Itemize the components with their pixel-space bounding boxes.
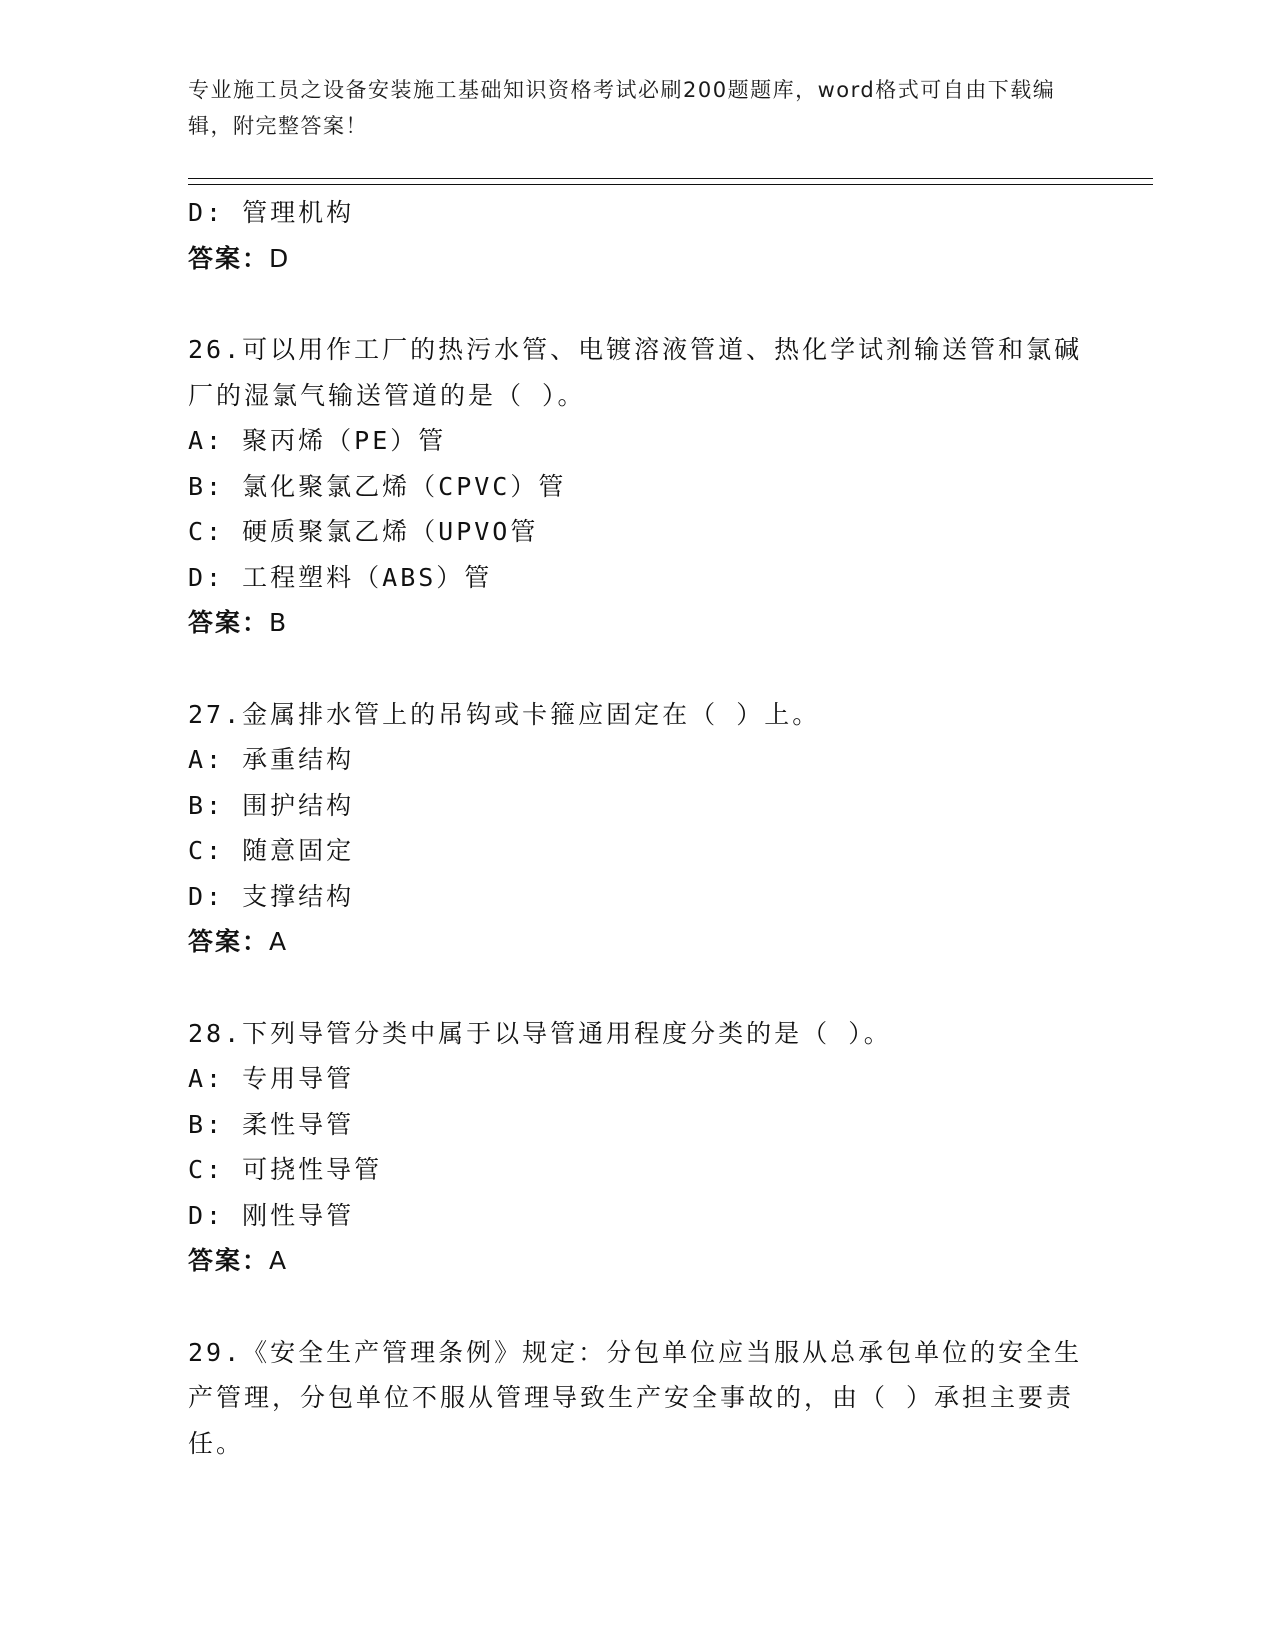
- answer-line: [188, 236, 1088, 282]
- answer-value: D: [269, 243, 292, 273]
- option-a: A: 聚丙烯（PE）管: [188, 426, 447, 455]
- question-stem: 28.下列导管分类中属于以导管通用程度分类的是（ ）。: [188, 1018, 892, 1048]
- spacer: [188, 646, 1088, 692]
- spacer: [188, 281, 1088, 327]
- option-a: A: 承重结构: [188, 745, 355, 774]
- answer-label: 答案：: [188, 1246, 270, 1275]
- question-29: [188, 1330, 1088, 1467]
- answer-label: 答案：: [188, 608, 270, 637]
- option-b: B: 氯化聚氯乙烯（CPVC）管: [188, 471, 567, 501]
- option-b: B: 柔性导管: [188, 1109, 355, 1139]
- previous-question-tail: [188, 190, 1088, 281]
- option-d: D: 管理机构: [188, 198, 355, 227]
- answer-value: A: [269, 1246, 290, 1275]
- answer-label: 答案：: [188, 927, 270, 956]
- answer-line: [188, 1238, 1088, 1284]
- header-rule-bottom: [188, 184, 1153, 185]
- answer-line: [188, 919, 1088, 965]
- spacer: [188, 1284, 1088, 1330]
- header-rule-top: [188, 178, 1153, 179]
- option-b: B: 围护结构: [188, 790, 355, 820]
- question-stem: 29.《安全生产管理条例》规定：分包单位应当服从总承包单位的安全生产管理，分包单位不服从管理导致生产安全事故的，由（ ）承担主要责任。: [188, 1337, 1083, 1458]
- answer-value: A: [269, 927, 290, 956]
- question-26: [188, 327, 1088, 646]
- option-a: A: 专用导管: [188, 1064, 355, 1093]
- option-d: D: 工程塑料（ABS）管: [188, 562, 493, 592]
- answer-value: B: [269, 608, 290, 637]
- answer-line: [188, 600, 1088, 646]
- question-27: [188, 692, 1088, 965]
- option-d: D: 刚性导管: [188, 1200, 355, 1230]
- question-stem: 26.可以用作工厂的热污水管、电镀溶液管道、热化学试剂输送管和氯碱厂的湿氯气输送管道的是（ ）。: [188, 335, 1083, 410]
- question-list: [188, 190, 1088, 1466]
- answer-label: 答案：: [188, 243, 270, 273]
- spacer: [188, 965, 1088, 1011]
- option-c: C: 可挠性导管: [188, 1155, 383, 1184]
- option-c: C: 硬质聚氯乙烯（UPVO管: [188, 517, 539, 546]
- document-header: [188, 72, 1068, 144]
- question-stem: 27.金属排水管上的吊钩或卡箍应固定在（ ）上。: [188, 699, 821, 729]
- header-text: 专业施工员之设备安装施工基础知识资格考试必刷200题题库，word格式可自由下载编辑，附完整答案！: [188, 78, 1056, 138]
- question-28: [188, 1011, 1088, 1284]
- option-d: D: 支撑结构: [188, 881, 355, 911]
- option-c: C: 随意固定: [188, 836, 355, 865]
